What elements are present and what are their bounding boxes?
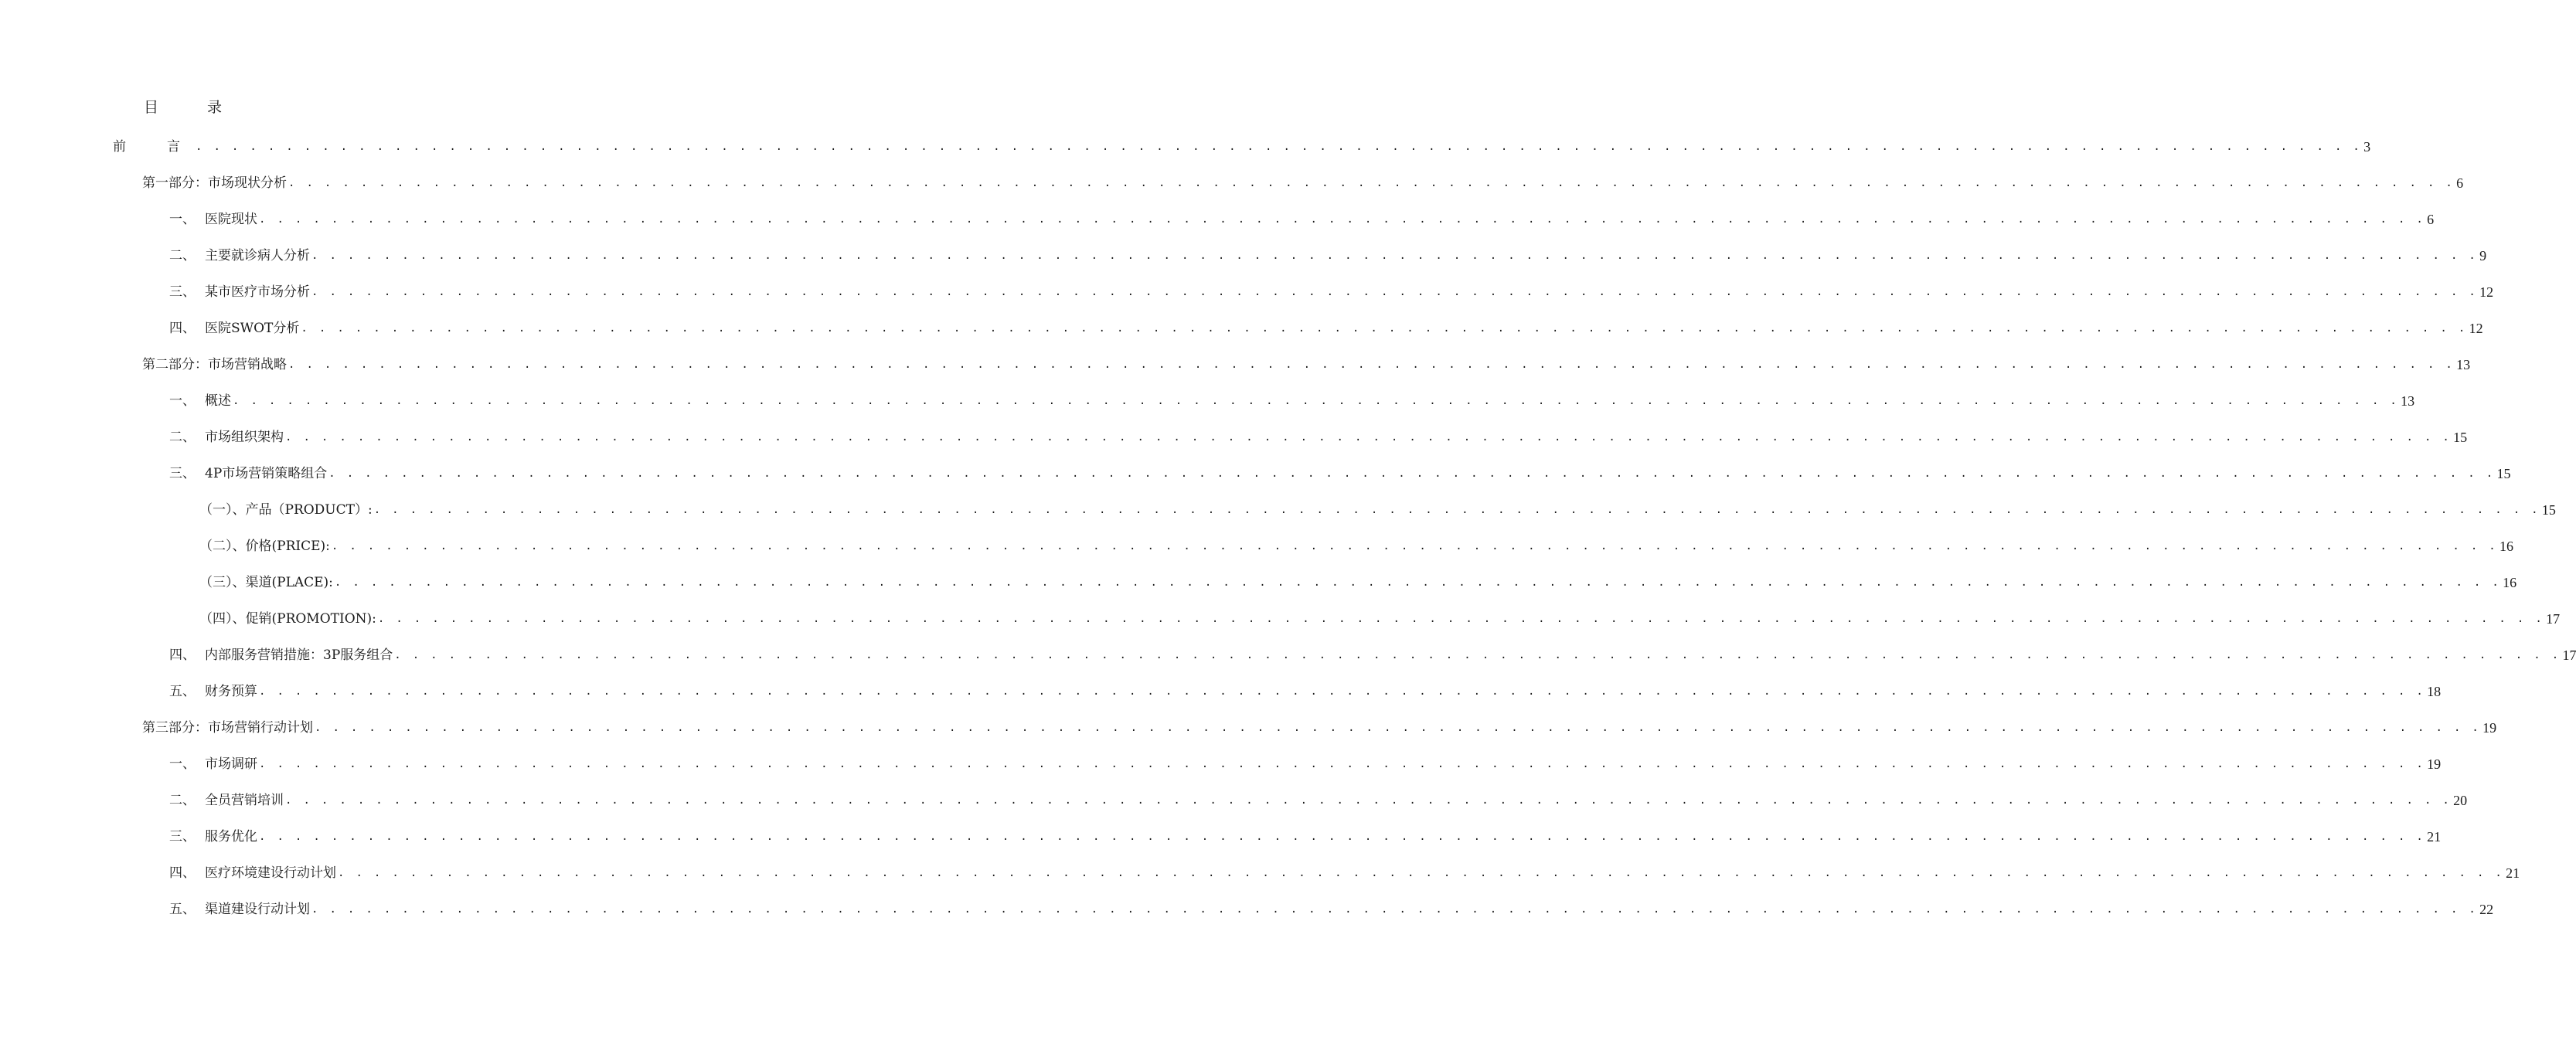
toc-entry-label: 市场组织架构 <box>205 430 284 445</box>
toc-entry-label: 某市医疗市场分析 <box>205 284 310 300</box>
toc-entry[interactable] <box>169 861 2520 882</box>
toc-entry-page: 18 <box>2427 684 2442 699</box>
toc-dot-leader: . . . . . . . . . . . . . . . . . . . . . . . . . . . . . . . . . . . . . . . . . . . . . . . . . . . . . . . . . . . . . . . . . . . . . . . . . . . . . . . . . . . . . . . . . . . . . . . . . . . . . . . . . . . . . . . . . . . . . . . . <box>285 431 2452 444</box>
toc-entry-page: 17 <box>2562 647 2576 663</box>
toc-entry-page: 17 <box>2546 611 2561 627</box>
toc-entry-page: 12 <box>2469 321 2483 336</box>
toc-dot-leader: . . . . . . . . . . . . . . . . . . . . . . . . . . . . . . . . . . . . . . . . . . . . . . . . . . . . . . . . . . . . . . . . . . . . . . . . . . . . . . . . . . . . . . . . . . . . . . . . . . . . . . . . . . . . . . . . . . . . . . . . <box>288 359 2455 371</box>
toc-dot-leader: . . . . . . . . . . . . . . . . . . . . . . . . . . . . . . . . . . . . . . . . . . . . . . . . . . . . . . . . . . . . . . . . . . . . . . . . . . . . . . . . . . . . . . . . . . . . . . . . . . . . . . . . . . . . . . . . . . . . . . . . <box>338 867 2505 879</box>
toc-entry-label: （二）、价格(PRICE): <box>199 539 330 554</box>
toc-entry-label: 服务优化 <box>205 829 257 845</box>
toc-entry-number: 三、 <box>169 284 196 300</box>
toc-dot-leader: . . . . . . . . . . . . . . . . . . . . . . . . . . . . . . . . . . . . . . . . . . . . . . . . . . . . . . . . . . . . . . . . . . . . . . . . . . . . . . . . . . . . . . . . . . . . . . . . . . . . . . . . . . . . . . . . . . . . . . . . <box>259 758 2426 770</box>
toc-entry[interactable] <box>169 207 2435 229</box>
toc-entry-page: 6 <box>2456 175 2464 191</box>
toc-entry[interactable] <box>169 461 2511 483</box>
toc-entry-page: 15 <box>2496 466 2511 481</box>
toc-dot-leader: . . . . . . . . . . . . . . . . . . . . . . . . . . . . . . . . . . . . . . . . . . . . . . . . . . . . . . . . . . . . . . . . . . . . . . . . . . . . . . . . . . . . . . . . . . . . . . . . . . . . . . . . . . . . . . . . . . . . . . . . <box>377 613 2545 625</box>
toc-entry-number: 二、 <box>169 793 196 808</box>
toc-entry-label: 概述 <box>205 393 231 409</box>
toc-entry[interactable] <box>199 534 2514 556</box>
toc-entry-page: 19 <box>2427 756 2442 772</box>
toc-entry-page: 21 <box>2506 865 2520 881</box>
toc-dot-leader: . . . . . . . . . . . . . . . . . . . . . . . . . . . . . . . . . . . . . . . . . . . . . . . . . . . . . . . . . . . . . . . . . . . . . . . . . . . . . . . . . . . . . . . . . . . . . . . . . . . . . . . . . . . . . . . . . . . . . . . . <box>373 504 2540 516</box>
toc-dot-leader: . . . . . . . . . . . . . . . . . . . . . . . . . . . . . . . . . . . . . . . . . . . . . . . . . . . . . . . . . . . . . . . . . . . . . . . . . . . . . . . . . . . . . . . . . . . . . . . . . . . . . . . . . . . . . . . . . . . . . . . . <box>331 540 2499 552</box>
toc-entry[interactable] <box>169 243 2487 265</box>
toc-dot-leader: . . . . . . . . . . . . . . . . . . . . . . . . . . . . . . . . . . . . . . . . . . . . . . . . . . . . . . . . . . . . . . . . . . . . . . . . . . . . . . . . . . . . . . . . . . . . . . . . . . . . . . . . . . . . . . . . . . . . . . . . <box>288 177 2455 189</box>
toc-entry[interactable] <box>169 752 2442 773</box>
toc-title: 目 录 <box>144 99 240 116</box>
toc-entry-label: 主要就诊病人分析 <box>205 248 310 263</box>
toc-entry[interactable] <box>169 824 2442 846</box>
toc-entry-page: 19 <box>2482 720 2497 736</box>
toc-entry[interactable] <box>199 570 2517 592</box>
toc-entry[interactable] <box>169 788 2468 810</box>
toc-dot-leader: . . . . . . . . . . . . . . . . . . . . . . . . . . . . . . . . . . . . . . . . . . . . . . . . . . . . . . . . . . . . . . . . . . . . . . . . . . . . . . . . . . . . . . . . . . . . . . . . . . . . . . . . . . . . . . . . . . . . . . . . <box>394 649 2561 661</box>
toc-entry-label: （四）、促销(PROMOTION): <box>199 611 376 627</box>
toc-entry[interactable] <box>169 280 2494 301</box>
toc-entry-page: 16 <box>2503 575 2517 590</box>
toc-entry-number: 四、 <box>169 865 196 881</box>
toc-dot-leader: . . . . . . . . . . . . . . . . . . . . . . . . . . . . . . . . . . . . . . . . . . . . . . . . . . . . . . . . . . . . . . . . . . . . . . . . . . . . . . . . . . . . . . . . . . . . . . . . . . . . . . . . . . . . . . . . . . . . . . . . <box>328 467 2496 480</box>
toc-entry[interactable] <box>169 389 2415 410</box>
toc-dot-leader: . . . . . . . . . . . . . . . . . . . . . . . . . . . . . . . . . . . . . . . . . . . . . . . . . . . . . . . . . . . . . . . . . . . . . . . . . . . . . . . . . . . . . . . . . . . . . . . . . . . . . . . . . . . . . . . . . . . . . . . . <box>311 286 2479 298</box>
toc-entry-label: 全员营销培训 <box>205 793 284 808</box>
toc-entry-page: 22 <box>2479 902 2494 917</box>
toc-entry-page: 13 <box>2401 393 2415 409</box>
toc-entry-label: （一）、产品（PRODUCT）: <box>199 502 373 518</box>
toc-entry-label: 4P市场营销策略组合 <box>205 466 328 481</box>
toc-entry[interactable] <box>142 171 2464 192</box>
toc-entry[interactable] <box>142 352 2471 374</box>
toc-entry-page: 6 <box>2427 212 2435 227</box>
toc-dot-leader: . . . . . . . . . . . . . . . . . . . . . . . . . . . . . . . . . . . . . . . . . . . . . . . . . . . . . . . . . . . . . . . . . . . . . . . . . . . . . . . . . . . . . . . . . . . . . . . . . . . . . . . . . . . . . . . . . . . . . . . . <box>196 141 2363 153</box>
toc-entry-number: 一、 <box>169 212 196 227</box>
toc-entry[interactable] <box>142 715 2497 737</box>
toc-entry-number: 五、 <box>169 902 196 917</box>
toc-entry-number: 三、 <box>169 466 196 481</box>
toc-dot-leader: . . . . . . . . . . . . . . . . . . . . . . . . . . . . . . . . . . . . . . . . . . . . . . . . . . . . . . . . . . . . . . . . . . . . . . . . . . . . . . . . . . . . . . . . . . . . . . . . . . . . . . . . . . . . . . . . . . . . . . . . <box>259 831 2426 843</box>
toc-dot-leader: . . . . . . . . . . . . . . . . . . . . . . . . . . . . . . . . . . . . . . . . . . . . . . . . . . . . . . . . . . . . . . . . . . . . . . . . . . . . . . . . . . . . . . . . . . . . . . . . . . . . . . . . . . . . . . . . . . . . . . . . <box>285 794 2452 807</box>
toc-entry-number: 一、 <box>169 393 196 409</box>
toc-entry-number: 一、 <box>169 756 196 772</box>
toc-dot-leader: . . . . . . . . . . . . . . . . . . . . . . . . . . . . . . . . . . . . . . . . . . . . . . . . . . . . . . . . . . . . . . . . . . . . . . . . . . . . . . . . . . . . . . . . . . . . . . . . . . . . . . . . . . . . . . . . . . . . . . . . <box>311 250 2479 262</box>
toc-entry-label: 第一部分：市场现状分析 <box>142 175 287 191</box>
toc-entry-label: 医院SWOT分析 <box>205 321 300 336</box>
toc-entry-number: 二、 <box>169 248 196 263</box>
toc-entry-number: 五、 <box>169 684 196 699</box>
toc-entry-page: 20 <box>2453 793 2468 808</box>
toc-entry-label: 财务预算 <box>205 684 257 699</box>
toc-entry-label: 医院现状 <box>205 212 257 227</box>
toc-entry-label: 渠道建设行动计划 <box>205 902 310 917</box>
toc-entry-page: 9 <box>2479 248 2487 263</box>
toc-entry-page: 21 <box>2427 829 2442 845</box>
toc-entry-page: 16 <box>2499 539 2514 554</box>
toc-entry-label: 市场调研 <box>205 756 257 772</box>
toc-entry-label: 第三部分：市场营销行动计划 <box>142 720 313 736</box>
toc-entry-label: 医疗环境建设行动计划 <box>205 865 336 881</box>
toc-dot-leader: . . . . . . . . . . . . . . . . . . . . . . . . . . . . . . . . . . . . . . . . . . . . . . . . . . . . . . . . . . . . . . . . . . . . . . . . . . . . . . . . . . . . . . . . . . . . . . . . . . . . . . . . . . . . . . . . . . . . . . . . <box>259 213 2426 226</box>
toc-dot-leader: . . . . . . . . . . . . . . . . . . . . . . . . . . . . . . . . . . . . . . . . . . . . . . . . . . . . . . . . . . . . . . . . . . . . . . . . . . . . . . . . . . . . . . . . . . . . . . . . . . . . . . . . . . . . . . . . . . . . . . . . <box>301 322 2468 335</box>
toc-entry[interactable] <box>113 134 2371 156</box>
toc-entry-page: 13 <box>2456 357 2471 372</box>
toc-entry[interactable] <box>199 498 2556 519</box>
toc-dot-leader: . . . . . . . . . . . . . . . . . . . . . . . . . . . . . . . . . . . . . . . . . . . . . . . . . . . . . . . . . . . . . . . . . . . . . . . . . . . . . . . . . . . . . . . . . . . . . . . . . . . . . . . . . . . . . . . . . . . . . . . . <box>334 576 2502 589</box>
toc-entry-label: 前 言 <box>113 139 194 155</box>
toc-entry[interactable] <box>169 316 2483 338</box>
toc-entry[interactable] <box>169 643 2576 664</box>
toc-dot-leader: . . . . . . . . . . . . . . . . . . . . . . . . . . . . . . . . . . . . . . . . . . . . . . . . . . . . . . . . . . . . . . . . . . . . . . . . . . . . . . . . . . . . . . . . . . . . . . . . . . . . . . . . . . . . . . . . . . . . . . . . <box>259 685 2426 698</box>
toc-entry[interactable] <box>169 679 2442 701</box>
toc-entry-label: （三）、渠道(PLACE): <box>199 575 333 590</box>
toc-entry-number: 三、 <box>169 829 196 845</box>
toc-entry-page: 3 <box>2363 139 2371 155</box>
toc-entry[interactable] <box>169 425 2468 447</box>
toc-entry[interactable] <box>199 607 2561 628</box>
toc-entry-page: 15 <box>2453 430 2468 445</box>
toc-entry[interactable] <box>169 897 2494 919</box>
toc-entry-page: 15 <box>2541 502 2556 518</box>
toc-entry-number: 四、 <box>169 321 196 336</box>
toc-entry-number: 二、 <box>169 430 196 445</box>
toc-entry-number: 四、 <box>169 647 196 663</box>
toc-entry-label: 内部服务营销措施：3P服务组合 <box>205 647 393 663</box>
toc-entry-page: 12 <box>2479 284 2494 300</box>
toc-dot-leader: . . . . . . . . . . . . . . . . . . . . . . . . . . . . . . . . . . . . . . . . . . . . . . . . . . . . . . . . . . . . . . . . . . . . . . . . . . . . . . . . . . . . . . . . . . . . . . . . . . . . . . . . . . . . . . . . . . . . . . . . <box>233 395 2400 407</box>
toc-dot-leader: . . . . . . . . . . . . . . . . . . . . . . . . . . . . . . . . . . . . . . . . . . . . . . . . . . . . . . . . . . . . . . . . . . . . . . . . . . . . . . . . . . . . . . . . . . . . . . . . . . . . . . . . . . . . . . . . . . . . . . . . <box>315 722 2482 734</box>
toc-entry-label: 第二部分：市场营销战略 <box>142 357 287 372</box>
toc-dot-leader: . . . . . . . . . . . . . . . . . . . . . . . . . . . . . . . . . . . . . . . . . . . . . . . . . . . . . . . . . . . . . . . . . . . . . . . . . . . . . . . . . . . . . . . . . . . . . . . . . . . . . . . . . . . . . . . . . . . . . . . . <box>311 903 2479 916</box>
